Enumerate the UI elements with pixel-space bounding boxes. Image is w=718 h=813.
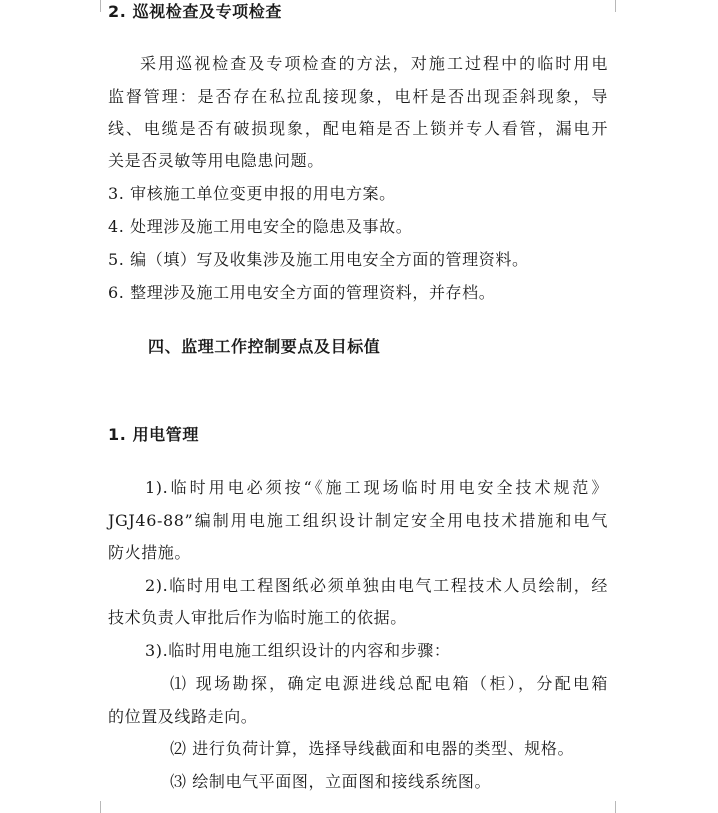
subheading-power-management: 1. 用电管理 bbox=[108, 425, 199, 444]
paragraph-line: 1).临时用电必须按“《施工现场临时用电安全技术规范》 bbox=[145, 478, 608, 497]
crop-mark-bottom-left bbox=[88, 801, 101, 813]
paragraph-line: 关是否灵敏等用电隐患问题。 bbox=[108, 151, 324, 170]
paragraph-line: 的位置及线路走向。 bbox=[108, 707, 258, 726]
crop-mark-bottom-right bbox=[615, 801, 628, 813]
list-item: 4. 处理涉及施工用电安全的隐患及事故。 bbox=[108, 217, 413, 236]
crop-mark-top-left bbox=[88, 0, 101, 12]
paragraph-line: 采用巡视检查及专项检查的方法，对施工过程中的临时用电 bbox=[140, 54, 608, 73]
list-item: ⑶ 绘制电气平面图，立面图和接线系统图。 bbox=[170, 772, 492, 791]
paragraph-line: 防火措施。 bbox=[108, 543, 192, 562]
list-item: 3. 审核施工单位变更申报的用电方案。 bbox=[108, 184, 396, 203]
paragraph-line: 2).临时用电工程图纸必须单独由电气工程技术人员绘制，经 bbox=[145, 576, 608, 595]
paragraph-line: 线、电缆是否有破损现象，配电箱是否上锁并专人看管，漏电开 bbox=[108, 119, 608, 138]
list-item: 5. 编（填）写及收集涉及施工用电安全方面的管理资料。 bbox=[108, 250, 529, 269]
list-item: ⑵ 进行负荷计算，选择导线截面和电器的类型、规格。 bbox=[170, 739, 575, 758]
list-item: ⑴ 现场勘探，确定电源进线总配电箱（柜），分配电箱 bbox=[170, 674, 608, 693]
paragraph-line: 3).临时用电施工组织设计的内容和步骤： bbox=[145, 641, 451, 660]
subheading-patrol-inspection: 2. 巡视检查及专项检查 bbox=[108, 2, 282, 21]
paragraph-line: 技术负责人审批后作为临时施工的依据。 bbox=[108, 608, 407, 627]
crop-mark-top-right bbox=[615, 0, 628, 12]
paragraph-line: JGJ46-88”编制用电施工组织设计制定安全用电技术措施和电气 bbox=[108, 511, 608, 530]
section-heading: 四、监理工作控制要点及目标值 bbox=[148, 337, 381, 356]
list-item: 6. 整理涉及施工用电安全方面的管理资料，并存档。 bbox=[108, 283, 496, 302]
paragraph-line: 监督管理：是否存在私拉乱接现象，电杆是否出现歪斜现象，导 bbox=[108, 87, 608, 106]
